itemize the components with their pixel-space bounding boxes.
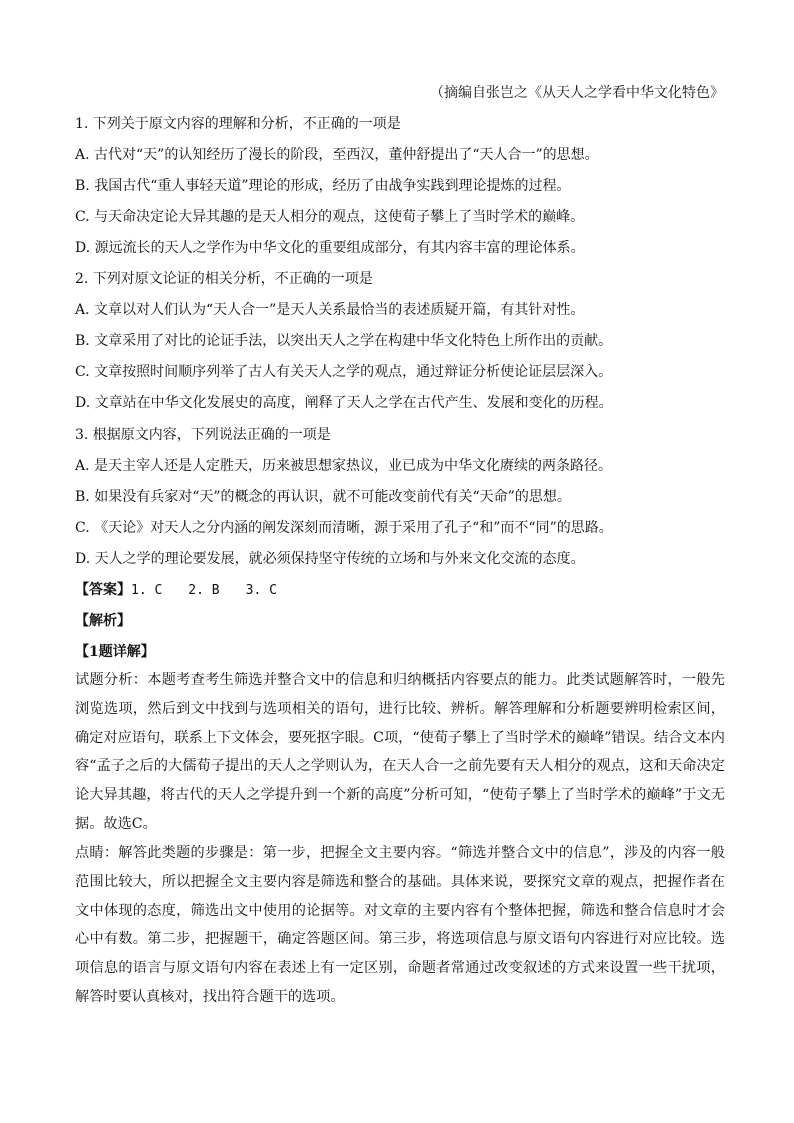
question-2-option-b: B. 文章采用了对比的论证手法，以突出天人之学在构建中华文化特色上所作出的贡献。: [75, 333, 613, 349]
question-1-option-d: D. 源远流长的天人之学作为中华文化的重要组成部分，有其内容丰富的理论体系。: [75, 240, 585, 256]
question-1-option-c: C. 与天命决定论大异其趣的是天人相分的观点，这使荀子攀上了当时学术的巅峰。: [75, 209, 585, 225]
question-3-stem: 3. 根据原文内容，下列说法正确的一项是: [75, 427, 331, 443]
question-2-option-a: A. 文章以对人们认为“天人合一”是天人关系最恰当的表述质疑开篇，有其针对性。: [75, 302, 585, 318]
question-3-option-c: C. 《天论》对天人之分内涵的阐发深刻而清晰，源于采用了孔子“和”而不“同”的思路。: [75, 520, 613, 536]
question-1-option-b: B. 我国古代“重人事轻天道”理论的形成，经历了由战争实践到理论提炼的过程。: [75, 178, 571, 194]
detail-label: 【1题详解】: [75, 644, 155, 660]
tip-paragraph: 点睛：解答此类题的步骤是：第一步，把握全文主要内容。“筛选并整合文中的信息”，涉及的内容一般范围比较大，所以把握全文主要内容是筛选和整合的基础。具体来说，要探究文章的观点，把握作者在文中体现的态度，筛选出文中使用的论据等。对文章的主要内容有个整体把握，筛选和整合信息时才会心中有数。第二步，把握题干，确定答题区间。第三步，将选项信息与原文语句内容进行对应比较。选项信息的语言与原文语句内容在表述上有一定区别，命题者常通过改变叙述的方式来设置一些干扰项，解答时要认真核对，找出符合题干的选项。: [75, 845, 725, 1005]
question-2-option-d: D. 文章站在中华文化发展史的高度，阐释了天人之学在古代产生、发展和变化的历程。: [75, 395, 613, 411]
analysis-label: 【解析】: [75, 613, 131, 629]
answer-line: [75, 580, 726, 601]
analysis-paragraph: 试题分析：本题考查考生筛选并整合文中的信息和归纳概括内容要点的能力。此类试题解答时，一般先浏览选项，然后到文中找到与选项相关的语句，进行比较、辨析。解答理解和分析题要辨明检索区间，确定对应语句，联系上下文体会，要死抠字眼。C项，“使荀子攀上了当时学术的巅峰”错误。结合文本内容“孟子之后的大儒荀子提出的天人之学则认为，在天人合一之前先要有天人相分的观点，这和天命决定论大异其趣，将古代的天人之学提升到一个新的高度”分析可知，“使荀子攀上了当时学术的巅峰”于文无据。故选C。: [75, 672, 725, 832]
answer-label: 【答案】: [75, 582, 131, 598]
question-3-option-a: A. 是天主宰人还是人定胜天，历来被思想家热议，业已成为中华文化赓续的两条路径。: [75, 458, 613, 474]
question-1-stem: 1. 下列关于原文内容的理解和分析，不正确的一项是: [75, 116, 401, 132]
question-3-option-d: D. 天人之学的理论要发展，就必须保持坚守传统的立场和与外来文化交流的态度。: [75, 551, 585, 567]
question-3-option-b: B. 如果没有兵家对“天”的概念的再认识，就不可能改变前代有关“天命”的思想。: [75, 489, 571, 505]
source-citation: （摘编自张岂之《从天人之学看中华文化特色》: [430, 85, 724, 101]
answer-text: 1. C 2. B 3. C: [131, 583, 277, 598]
question-2-option-c: C. 文章按照时间顺序列举了古人有关天人之学的观点，通过辩证分析使论证层层深入。: [75, 364, 613, 380]
question-2-stem: 2. 下列对原文论证的相关分析，不正确的一项是: [75, 271, 373, 287]
question-1-option-a: A. 古代对“天”的认知经历了漫长的阶段，至西汉，董仲舒提出了“天人合一”的思想。: [75, 147, 599, 163]
